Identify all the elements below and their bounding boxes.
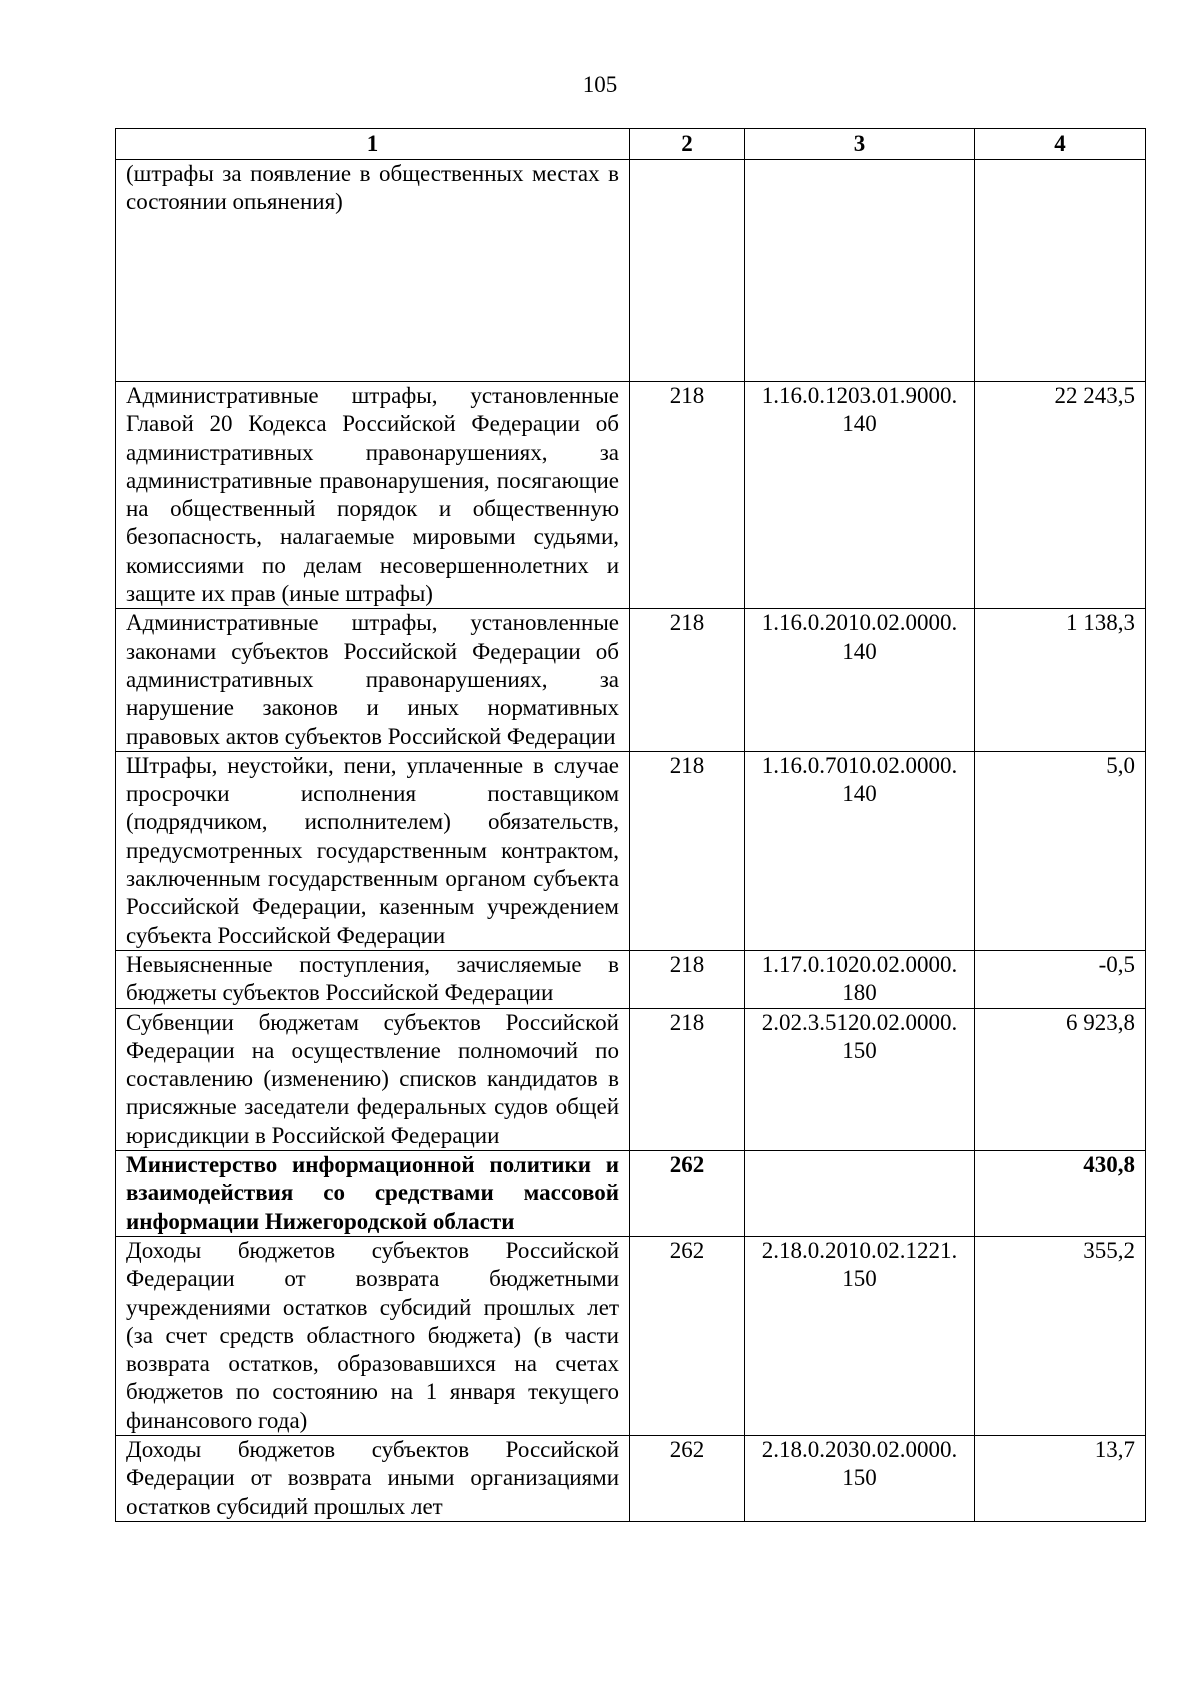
table-row-ministry <box>116 1151 1146 1237</box>
table-row <box>116 751 1146 950</box>
table-row <box>116 1008 1146 1150</box>
row-admin-code: 262 <box>630 1151 745 1237</box>
table-row <box>116 1435 1146 1521</box>
row-description: Административные штрафы, установленные законами субъектов Российской Федерации об административных правонарушениях, за нарушение законов и иных нормативных правовых актов субъектов Российской Федерации <box>116 609 630 751</box>
row-admin-code: 218 <box>630 609 745 751</box>
row-budget-code <box>745 1151 975 1237</box>
row-budget-code <box>745 609 975 751</box>
budget-code-line-2: 150 <box>842 1266 877 1292</box>
row-budget-code <box>745 1435 975 1521</box>
row-admin-code: 218 <box>630 950 745 1008</box>
row-budget-code <box>745 1236 975 1435</box>
row-budget-code <box>745 751 975 950</box>
row-amount: 355,2 <box>975 1236 1146 1435</box>
table-row <box>116 609 1146 751</box>
table-row <box>116 160 1146 382</box>
table-row <box>116 1236 1146 1435</box>
row-description: Невыясненные поступления, зачисляемые в бюджеты субъектов Российской Федерации <box>116 950 630 1008</box>
budget-code-line-2: 140 <box>842 638 877 664</box>
budget-code-line-1: 2.02.3.5120.02.0000. <box>761 1009 958 1035</box>
row-amount: 13,7 <box>975 1435 1146 1521</box>
row-budget-code <box>745 950 975 1008</box>
table-header-row <box>116 129 1146 160</box>
budget-code-line-1: 1.17.0.1020.02.0000. <box>761 951 958 977</box>
table-row <box>116 382 1146 609</box>
budget-revenue-table <box>115 128 1146 1522</box>
table-row <box>116 950 1146 1008</box>
budget-code-line-1: 2.18.0.2030.02.0000. <box>761 1436 958 1462</box>
row-admin-code: 262 <box>630 1236 745 1435</box>
row-budget-code <box>745 1008 975 1150</box>
budget-code-line-2: 140 <box>842 411 877 437</box>
row-description: Доходы бюджетов субъектов Российской Федерации от возврата иными организациями остатков субсидий прошлых лет <box>116 1435 630 1521</box>
row-admin-code: 218 <box>630 751 745 950</box>
column-header-4: 4 <box>975 129 1146 160</box>
row-description: Штрафы, неустойки, пени, уплаченные в случае просрочки исполнения поставщиком (подрядчиком, исполнителем) обязательств, предусмотренных государственным контрактом, заключенным государственным органом субъекта Российской Федерации, казенным учреждением субъекта Российской Федерации <box>116 751 630 950</box>
row-amount: 430,8 <box>975 1151 1146 1237</box>
row-description: (штрафы за появление в общественных местах в состоянии опьянения) <box>116 160 630 382</box>
row-description: Доходы бюджетов субъектов Российской Федерации от возврата бюджетными учреждениями остатков субсидий прошлых лет (за счет средств областного бюджета) (в части возврата остатков, образовавшихся на счетах бюджетов по состоянию на 1 января текущего финансового года) <box>116 1236 630 1435</box>
row-description: Министерство информационной политики и взаимодействия со средствами массовой информации Нижегородской области <box>116 1151 630 1237</box>
budget-code-line-2: 150 <box>842 1465 877 1491</box>
row-admin-code: 218 <box>630 382 745 609</box>
row-budget-code <box>745 382 975 609</box>
row-budget-code <box>745 160 975 382</box>
row-admin-code <box>630 160 745 382</box>
row-amount: 6 923,8 <box>975 1008 1146 1150</box>
budget-code-line-2: 180 <box>842 980 877 1006</box>
row-admin-code: 262 <box>630 1435 745 1521</box>
budget-code-line-1: 1.16.0.7010.02.0000. <box>761 752 958 778</box>
budget-code-line-1: 2.18.0.2010.02.1221. <box>761 1237 958 1263</box>
row-amount: 1 138,3 <box>975 609 1146 751</box>
row-description: Субвенции бюджетам субъектов Российской Федерации на осуществление полномочий по составлению (изменению) списков кандидатов в присяжные заседатели федеральных судов общей юрисдикции в Российской Федерации <box>116 1008 630 1150</box>
budget-code-line-2: 150 <box>842 1037 877 1063</box>
column-header-2: 2 <box>630 129 745 160</box>
row-amount: 5,0 <box>975 751 1146 950</box>
row-amount: -0,5 <box>975 950 1146 1008</box>
budget-code-line-1: 1.16.0.2010.02.0000. <box>761 610 958 636</box>
budget-code-line-2: 140 <box>842 781 877 807</box>
row-amount: 22 243,5 <box>975 382 1146 609</box>
row-admin-code: 218 <box>630 1008 745 1150</box>
row-description: Административные штрафы, установленные Главой 20 Кодекса Российской Федерации об административных правонарушениях, за административные правонарушения, посягающие на общественный порядок и общественную безопасность, налагаемые мировыми судьями, комиссиями по делам несовершеннолетних и защите их прав (иные штрафы) <box>116 382 630 609</box>
page-number: 105 <box>582 72 618 97</box>
row-amount <box>975 160 1146 382</box>
budget-code-line-1: 1.16.0.1203.01.9000. <box>761 383 958 408</box>
column-header-3: 3 <box>745 129 975 160</box>
column-header-1: 1 <box>116 129 630 160</box>
